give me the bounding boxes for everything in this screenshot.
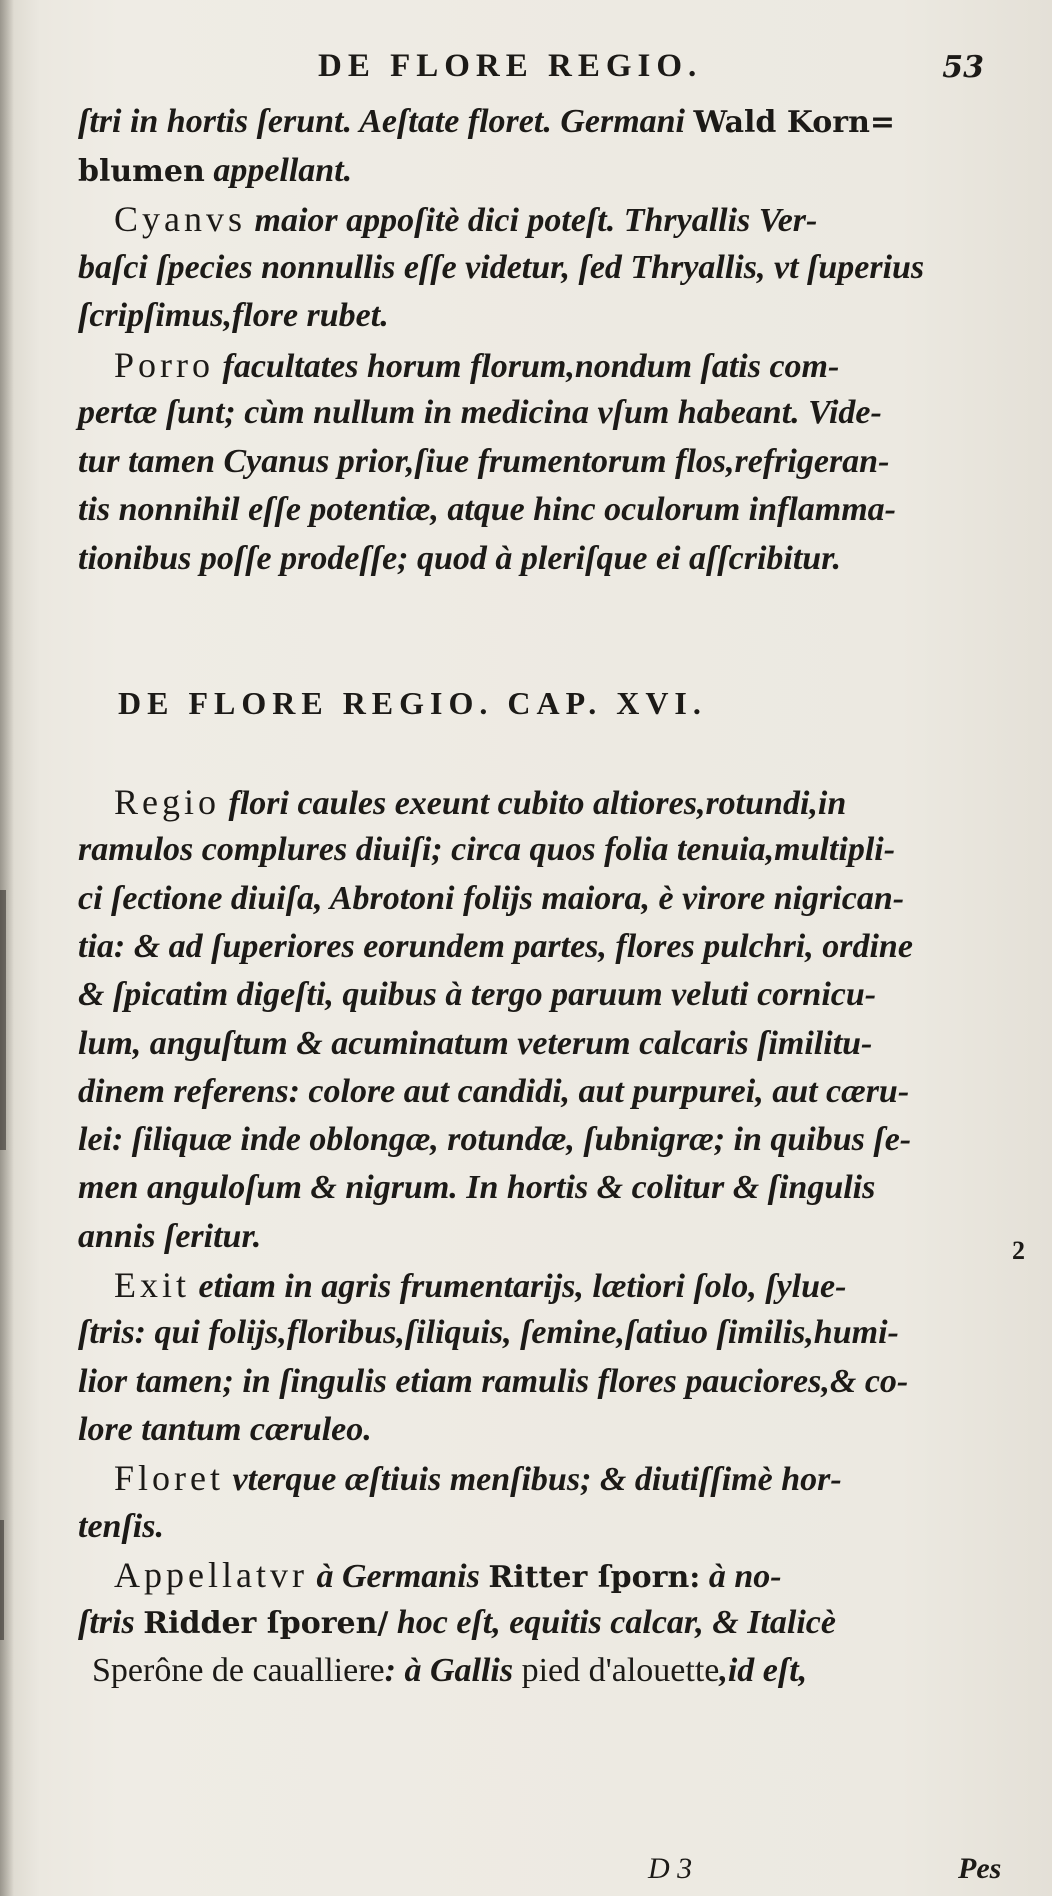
text-line xyxy=(78,875,904,923)
text-run: lei: ſiliquæ inde oblongæ, rotundæ, ſubnigræ; in quibus ſe- xyxy=(78,1121,912,1159)
text-run: tionibus poſſe prodeſſe; quod à pleriſque ei aſſcribitur. xyxy=(78,539,842,577)
text-line xyxy=(78,826,895,874)
text-line xyxy=(78,1358,908,1406)
text-run: appellant. xyxy=(204,151,353,189)
text-run: dinem referens: colore aut candidi, aut purpurei, aut cæru- xyxy=(78,1072,910,1110)
blackletter-text: Wald Korn= xyxy=(693,105,896,140)
text-line xyxy=(78,1503,164,1551)
text-run: ſtris xyxy=(78,1604,144,1642)
running-title: DE FLORE REGIO. xyxy=(318,48,703,84)
blackletter-text: blumen xyxy=(78,153,205,189)
page-number: 53 xyxy=(942,50,984,85)
text-run: men anguloſum & nigrum. In hortis & colitur & ſingulis xyxy=(78,1169,876,1207)
text-line xyxy=(78,98,895,147)
text-run: hoc eſt, equitis calcar, & Italicè xyxy=(388,1604,836,1642)
text-run: : à Gallis xyxy=(384,1652,522,1690)
text-run: à no- xyxy=(700,1557,782,1595)
text-run: pertæ ſunt; cùm nullum in medicina vſum habeant. Vide- xyxy=(78,394,882,431)
catchword: Pes xyxy=(958,1852,1002,1885)
initial-word: Exit xyxy=(114,1265,190,1305)
text-line xyxy=(114,1551,782,1602)
text-line xyxy=(114,341,839,391)
initial-word: Cyanvs xyxy=(114,199,246,239)
text-run: flori caules exeunt cubito altiores,rotundi,in xyxy=(220,785,847,822)
margin-note: 2 xyxy=(1012,1236,1025,1265)
margin-bleed-mark xyxy=(0,890,6,1150)
text-line xyxy=(78,1599,836,1648)
blackletter-text: Ridder ſporen/ xyxy=(143,1606,389,1642)
initial-word: Floret xyxy=(114,1458,224,1499)
text-line xyxy=(78,1020,872,1068)
text-line xyxy=(78,438,889,486)
text-run: lior tamen; in ſingulis etiam ramulis flores pauciores,& co- xyxy=(78,1362,909,1400)
text-line xyxy=(114,778,846,828)
text-line xyxy=(78,1164,875,1212)
text-line xyxy=(78,971,876,1019)
text-run: Sperône de caualliere xyxy=(92,1652,385,1690)
text-run: ſtris: qui folijs,floribus,ſiliquis, ſemine,ſatiuo ſimilis,humi- xyxy=(78,1314,899,1352)
running-head xyxy=(78,48,998,98)
text-run: ſcripſimus,flore rubet. xyxy=(78,297,389,334)
initial-word: Porro xyxy=(114,344,214,385)
text-line xyxy=(114,1454,842,1504)
text-line xyxy=(78,147,352,196)
text-run: vterque æſtiuis menſibus; & diutiſſimè hor- xyxy=(224,1461,842,1499)
blackletter-text: Ritter ſporn: xyxy=(488,1559,701,1595)
initial-word: Regio xyxy=(114,782,220,822)
text-run: & ſpicatim digeſti, quibus à tergo paruum veluti cornicu- xyxy=(78,976,877,1014)
text-run: baſci ſpecies nonnullis eſſe videtur, ſed Thryallis, vt ſuperius xyxy=(78,248,925,286)
text-line xyxy=(78,1116,911,1164)
text-line xyxy=(114,1261,846,1311)
text-run: tur tamen Cyanus prior,ſiue frumentorum flos,refrigeran- xyxy=(78,442,890,480)
text-line xyxy=(78,923,913,971)
text-run: annis ſeritur. xyxy=(78,1217,262,1255)
text-line xyxy=(78,1213,261,1261)
text-run: ,id eſt, xyxy=(719,1652,808,1690)
initial-word: Appellatvr xyxy=(114,1554,308,1595)
text-line xyxy=(92,1647,807,1695)
margin-bleed-mark xyxy=(0,1520,4,1640)
text-run: lum, anguſtum & acuminatum veterum calcaris ſimilitu- xyxy=(78,1024,873,1062)
signature-mark: D 3 xyxy=(648,1852,693,1885)
chapter-heading: DE FLORE REGIO. CAP. XVI. xyxy=(118,685,707,721)
text-line xyxy=(114,195,817,245)
text-run: facultates horum florum,nondum ſatis com- xyxy=(214,347,840,385)
text-line xyxy=(78,244,924,292)
text-run: tenſis. xyxy=(78,1507,164,1545)
text-run: ramulos complures diuiſi; circa quos folia tenuia,multipli- xyxy=(78,831,896,869)
text-run: pied d'alouette xyxy=(521,1652,720,1690)
text-line xyxy=(78,1068,909,1116)
text-line xyxy=(78,1309,899,1357)
text-run: à Germanis xyxy=(307,1557,489,1595)
text-line xyxy=(78,292,389,340)
text-run: ci ſectione diuiſa, Abrotoni folijs maiora, è virore nigrican- xyxy=(78,879,905,917)
text-run: tia: & ad ſuperiores eorundem partes, flores pulchri, ordine xyxy=(78,927,913,965)
text-run: maior appoſitè dici poteſt. Thryallis Ver- xyxy=(246,202,818,239)
text-run: tis nonnihil eſſe potentiæ, atque hinc oculorum inflamma- xyxy=(78,491,896,528)
text-run: lore tantum cæruleo. xyxy=(78,1410,372,1448)
text-line xyxy=(78,486,896,534)
text-line xyxy=(78,389,882,437)
text-run: etiam in agris frumentarijs, lætiori ſolo, ſylue- xyxy=(190,1268,847,1305)
text-run: ſtri in hortis ſerunt. Aeſtate floret. Germani xyxy=(78,103,694,140)
text-line xyxy=(78,535,841,583)
text-line xyxy=(78,1406,372,1454)
